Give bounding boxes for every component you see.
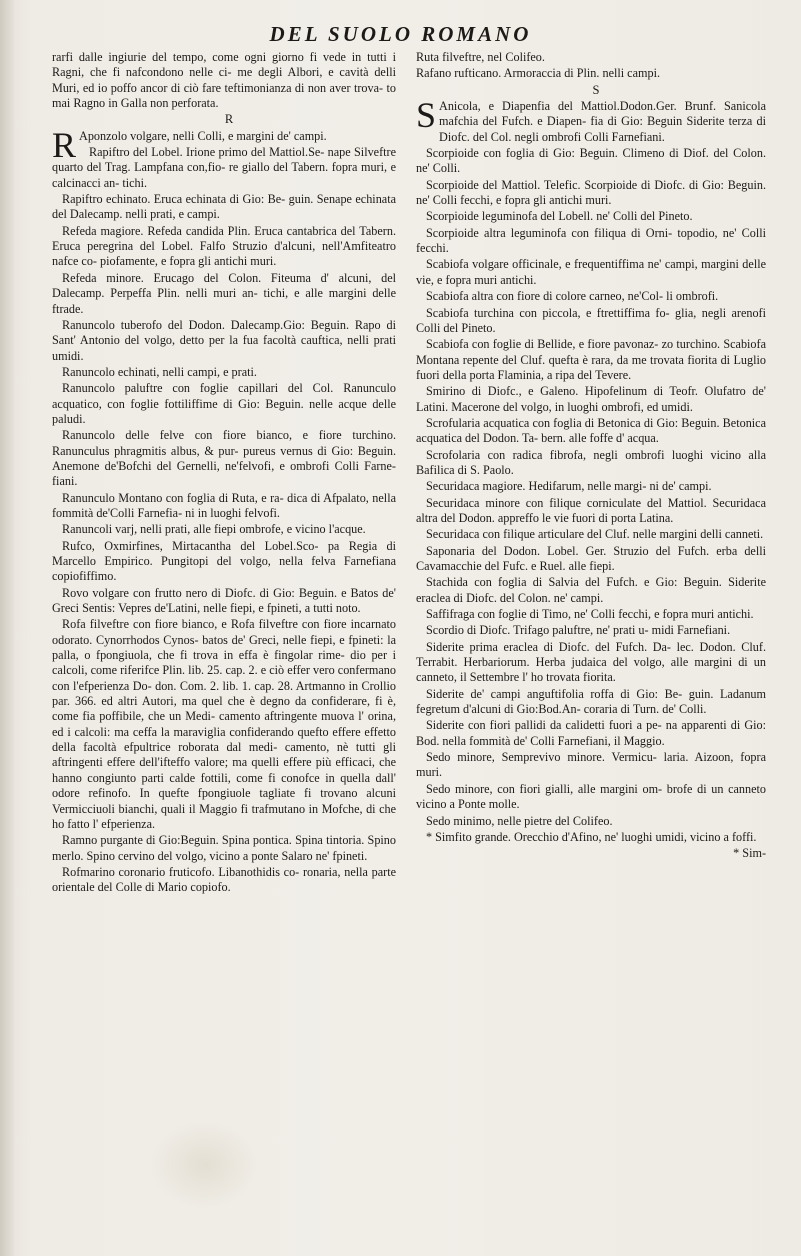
paragraph: Scabiofa con foglie di Bellide, e fiore pavonaz- zo turchino. Scabiofa Montana repente del Cluf. quefta è rara, da me trovata fiorita di Luglio fuori della porta Flaminia, a ripa del Tevere. [416,337,766,382]
paragraph: Sedo minimo, nelle pietre del Colifeo. [426,813,613,828]
paragraph: Saponaria del Dodon. Lobel. Ger. Struzio del Fufch. erba delli Cavamacchie del Fufc. e Ruel. alle fiepi. [416,543,766,573]
section-letter: R [224,112,234,127]
paragraph: Securidaca con filique articulare del Cluf. nelle margini delli canneti. [426,527,764,542]
paragraph: * Simfito grande. Orecchio d'Afino, ne' luoghi umidi, vicino a foffi. [426,829,757,844]
paragraph: Sedo minore, Semprevivo minore. Vermicu- laria. Aizoon, fopra muri. [416,750,766,780]
page-gutter [0,0,14,1256]
paragraph: Rofa filveftre con fiore bianco, e Rofa filveftre con fiore incarnato odorato. Cynorrhodos Cynos- batos de' Greci, nelle fiepi, e fpineti: la palla, o fpongiuola, che fi trova in effa è fingolar rime- dio per i calcoli, come riferifce Plin. lib. 25. cap. 2. e ciò effer vero confermano con l'efperienza Do- don. Com. 2. lib. 1. cap. 28. Artmanno in Crollio par. 366. ed altri Autori, ma quel che è degno da confiderare, fi è, come fia poffibile, che un Medi- camento aftringente muova l' orina, ed i calcoli: ma ceffa la maraviglia confiderando quefto effere effetto della facoltà efpultrice roborata dal medi- camento, nè tutti gli aftringenti effere dell'ifteffo valore; ma quelli effere più efficaci, che hanno congiunto parti calde fottili, come fi conofce in quella dall' odore refinofo. In quefte fpongiuole tagliate fi trovano alcuni Vermicciuoli bianchi, quali il Maggio fi trafmutano in Mofche, di che ho fatto l' efperienza. [52,617,396,831]
paragraph: Rapiftro echinato. Eruca echinata di Gio: Be- guin. Senape echinata del Dalecamp. nelli prati, e campi. [52,192,396,222]
paragraph: Ranuncoli varj, nelli prati, alle fiepi ombrofe, e vicino l'acque. [62,522,366,537]
paragraph-text: Aponzolo volgare, nelli Colli, e margini de' campi. [79,128,327,143]
paragraph: Siderite con fiori pallidi da calidetti fuori a pe- na apparenti di Gio: Bod. nella fommità de' Colli Farnefiani, il Maggio. [416,718,766,748]
running-head: DEL SUOLO ROMANO [269,22,532,46]
paragraph: Securidaca magiore. Hedifarum, nelle margi- ni de' campi. [426,479,712,494]
section-letter: S [592,82,600,97]
paragraph: Rapiftro del Lobel. Irione primo del Mattiol.Se- nape Silveftre quarto del Trag. Lampfana con,fio- re giallo del Tabern. fopra muri, e calcinacci an- tichi. [52,145,396,190]
paragraph [52,124,396,165]
paragraph: rarfi dalle ingiurie del tempo, come ogni giorno fi vede in tutti i Ragni, che fi nafcondono nelle ci- me degli Albori, e cavità delli Muri, ed io poffo ancor di ciò fare teftimonianza di non aver trova- to mai Ragno in Galla non perforata. [52,50,396,111]
paragraph: Ranuncolo echinati, nelli campi, e prati. [62,364,257,379]
paragraph-text: Anicola, e Diapenfia del Mattiol.Dodon.Ger. Brunf. Sanicola mafchia del Fufch. e Diapen- fia di Gio: Beguin Siderite terza di Diofc. del Col. negli ombrofi Colli Farnefiani. [439,99,766,144]
paragraph: Refeda minore. Erucago del Colon. Fiteuma d' alcuni, del Dalecamp. Perpeffa Plin. nelli muri an- tichi, e alle margini delle ftrade. [52,270,396,316]
drop-cap: R [52,124,77,165]
paragraph: Siderite prima eraclea di Diofc. del Fufch. Da- lec. Dodon. Cluf. Terrabit. Herbariorum. Herba judaica del volgo, alle margini di un canneto, il Settembre l' ho trovata fiorita. [416,639,766,685]
paragraph: Scrofolaria con radica fibrofa, negli ombrofi luoghi vicino alla Bafilica di S. Paolo. [416,447,766,477]
drop-cap: S [416,95,437,136]
paragraph: Saffifraga con foglie di Timo, ne' Colli fecchi, e fopra muri antichi. [426,607,754,622]
paragraph: Sedo minore, con fiori gialli, alle margini om- brofe di un canneto vicino a Ponte molle. [416,781,766,812]
paragraph: Ramno purgante di Gio:Beguin. Spina pontica. Spina tintoria. Spino merlo. Spino cervino del volgo, vicino a ponte Salaro ne' fpineti. [52,833,396,863]
paragraph: Scabiofa altra con fiore di colore carneo, ne'Col- li ombrofi. [426,289,719,304]
paragraph: Refeda magiore. Refeda candida Plin. Eruca cantabrica del Tabern. Eruca peregrina del Lobel. Falfo Struzio d'alcuni, nell'Amfiteatro nafce co- piofamente, e fopra gli antichi muri. [52,223,396,269]
paragraph: Scrofularia acquatica con foglia di Betonica di Gio: Beguin. Betonica acquatica del Dodon. Ta- bern. alle foffe d' acqua. [416,415,766,446]
paragraph: Scordio di Diofc. Trifago paluftre, ne' prati u- midi Farnefiani. [426,623,731,638]
paragraph: Stachida con foglia di Salvia del Fufch. e Gio: Beguin. Siderite eraclea di Diofc. del Colon. ne' campi. [416,575,766,605]
paragraph: Rofmarino coronario fruticofo. Libanothidis co- ronaria, nella parte orientale del Colle di Mario copiofo. [52,864,396,895]
paragraph: Scabiofa turchina con piccola, e ftrettiffima fo- glia, negli arenofi Colli del Pineto. [416,305,766,335]
paragraph: Scorpioide del Mattiol. Telefic. Scorpioide di Diofc. di Gio: Beguin. ne' Colli fecchi, e fopra gli antichi muri. [416,177,766,208]
paragraph: Scabiofa volgare officinale, e frequentiffima ne' campi, margini delle vie, e fopra muri antichi. [416,257,766,287]
paragraph: Siderite de' campi anguftifolia roffa di Gio: Be- guin. Ladanum fegretum d'alcuni di Gio:Bod.An- coraria di Turn. de' Colli. [416,686,766,717]
paragraph: Scorpioide altra leguminofa con filiqua di Orni- topodio, ne' Colli fecchi. [416,225,766,256]
paragraph: Ranuncolo tuberofo del Dodon. Dalecamp.Gio: Beguin. Rapo di Sant' Antonio del volgo, detto per la fua facoltà cauftica, nelli prati umidi. [52,317,396,363]
catchword: * Sim- [733,846,766,861]
paragraph: Ranunculo Montano con foglia di Ruta, e ra- dica di Afpalato, nella fommità de'Colli Farnefia- ni in luoghi felvofi. [52,490,396,520]
paragraph: Rovo volgare con frutto nero di Diofc. di Gio: Beguin. e Batos de' Greci Sentis: Vepres de'Latini, nelle fiepi, e fpineti, a tutti noto. [52,585,396,616]
left-column [52,50,396,1240]
paragraph: Ruta filveftre, nel Colifeo. [416,50,545,64]
paragraph: Ranuncolo delle felve con fiore bianco, e fiore turchino. Ranunculus phragmitis albus, & pur- pureus vernus di Gio: Beguin. Anemone de'Bofchi del Gernelli, ne'felvofi, e ombrofi Colli Farne- fiani. [52,428,396,489]
paragraph [416,95,766,145]
paragraph: Securidaca minore con filique corniculate del Mattiol. Securidaca altra del Dodon. appreffo le vie fuori di porta Latina. [416,495,766,525]
paragraph: Rafano rufticano. Armoraccia di Plin. nelli campi. [416,66,661,81]
paragraph: Ranuncolo paluftre con foglie capillari del Col. Ranunculo acquatico, con foglie fottiliffime di Gio: Beguin. nelle acque delle paludi. [52,381,396,426]
paragraph: Rufco, Oxmirfines, Mirtacantha del Lobel.Sco- pa Regia di Marcello Empirico. Pungitopi del volgo, nella felva Farnefiana copiofiffimo. [52,538,396,584]
right-column [416,50,766,1240]
paragraph: Scorpioide con foglia di Gio: Beguin. Climeno di Diof. del Colon. ne' Colli. [416,146,766,176]
paragraph: Smirino di Diofc., e Galeno. Hipofelinum di Teofr. Olufatro de' Latini. Macerone del volgo, in luoghi ombrofi, ed umidi. [416,384,766,414]
paragraph: Scorpioide leguminofa del Lobell. ne' Colli del Pineto. [426,209,693,224]
